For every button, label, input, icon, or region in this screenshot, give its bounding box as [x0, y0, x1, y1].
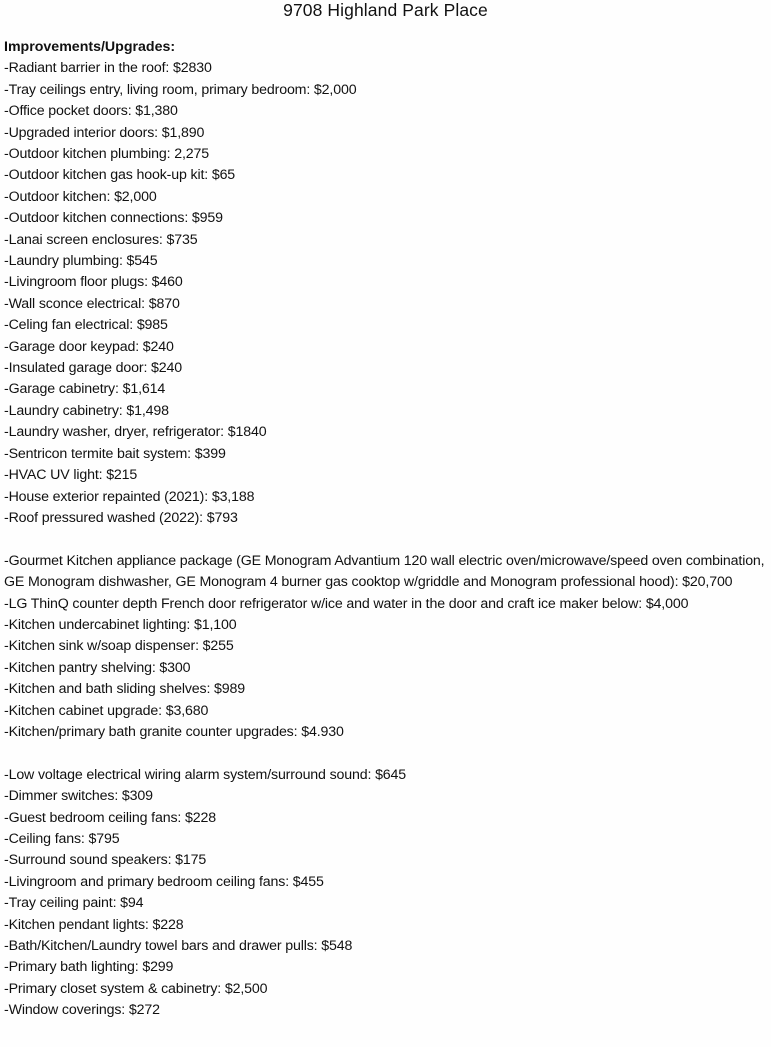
list-item: -Livingroom and primary bedroom ceiling fans: $455 — [4, 873, 324, 890]
list-item: -Lanai screen enclosures: $735 — [4, 231, 198, 248]
list-item: -Guest bedroom ceiling fans: $228 — [4, 809, 216, 826]
list-item: -Outdoor kitchen plumbing: 2,275 — [4, 146, 209, 163]
list-item: -Kitchen cabinet upgrade: $3,680 — [4, 702, 209, 719]
list-item: -Laundry cabinetry: $1,498 — [4, 402, 169, 419]
list-item: -Garage door keypad: $240 — [4, 338, 174, 355]
list-item: -Bath/Kitchen/Laundry towel bars and drawer pulls: $548 — [4, 938, 353, 955]
list-item: -Outdoor kitchen gas hook-up kit: $65 — [4, 167, 236, 184]
list-item: -Upgraded interior doors: $1,890 — [4, 124, 205, 141]
list-item: -Kitchen undercabinet lighting: $1,100 — [4, 616, 237, 633]
section-spacer — [4, 743, 771, 764]
list-item: -Tray ceiling paint: $94 — [4, 895, 144, 912]
list-item: -Outdoor kitchen connections: $959 — [4, 210, 223, 227]
list-item: -LG ThinQ counter depth French door refrigerator w/ice and water in the door and craft ice maker below: $4,000 — [4, 595, 689, 612]
list-item: -Primary bath lighting: $299 — [4, 959, 174, 976]
list-item: -Kitchen pendant lights: $228 — [4, 916, 184, 933]
list-item: -Kitchen/primary bath granite counter upgrades: $4.930 — [4, 723, 344, 740]
list-item: -Livingroom floor plugs: $460 — [4, 274, 183, 291]
list-item: -Kitchen pantry shelving: $300 — [4, 659, 191, 676]
list-item: -Garage cabinetry: $1,614 — [4, 381, 166, 398]
list-item: -Roof pressured washed (2022): $793 — [4, 509, 238, 526]
document-body — [4, 37, 771, 1022]
section-heading: Improvements/Upgrades: — [4, 39, 176, 55]
list-item: -HVAC UV light: $215 — [4, 467, 138, 484]
list-item: -Celing fan electrical: $985 — [4, 317, 168, 334]
list-item: -Gourmet Kitchen appliance package (GE Monogram Advantium 120 wall electric oven/microwave/speed oven combination, GE Monogram dishwasher, GE Monogram 4 burner gas cooktop w/griddle and Monogram professional hood): $20,700 — [4, 552, 765, 591]
list-item: -Kitchen and bath sliding shelves: $989 — [4, 681, 246, 698]
list-item: -Tray ceilings entry, living room, primary bedroom: $2,000 — [4, 81, 357, 98]
document-title: 9708 Highland Park Place — [283, 0, 488, 20]
list-item: -Sentricon termite bait system: $399 — [4, 445, 226, 462]
list-item: -Low voltage electrical wiring alarm system/surround sound: $645 — [4, 766, 407, 783]
list-item: -House exterior repainted (2021): $3,188 — [4, 488, 255, 505]
list-item: -Outdoor kitchen: $2,000 — [4, 188, 157, 205]
section-spacer — [4, 529, 771, 550]
upgrades-list-electrical — [4, 765, 771, 1022]
list-item: -Primary closet system & cabinetry: $2,500 — [4, 980, 268, 997]
list-item: -Insulated garage door: $240 — [4, 360, 183, 377]
list-item: -Laundry plumbing: $545 — [4, 253, 158, 270]
list-item: -Surround sound speakers: $175 — [4, 852, 207, 869]
list-item: -Ceiling fans: $795 — [4, 830, 120, 847]
upgrades-list-general — [4, 58, 771, 529]
list-item: -Window coverings: $272 — [4, 1002, 160, 1019]
list-item: -Dimmer switches: $309 — [4, 788, 153, 805]
list-item: -Laundry washer, dryer, refrigerator: $1840 — [4, 424, 267, 441]
list-item: -Wall sconce electrical: $870 — [4, 295, 180, 312]
list-item: -Kitchen sink w/soap dispenser: $255 — [4, 638, 234, 655]
upgrades-list-kitchen — [4, 551, 771, 744]
list-item: -Office pocket doors: $1,380 — [4, 103, 178, 120]
list-item: -Radiant barrier in the roof: $2830 — [4, 60, 212, 77]
